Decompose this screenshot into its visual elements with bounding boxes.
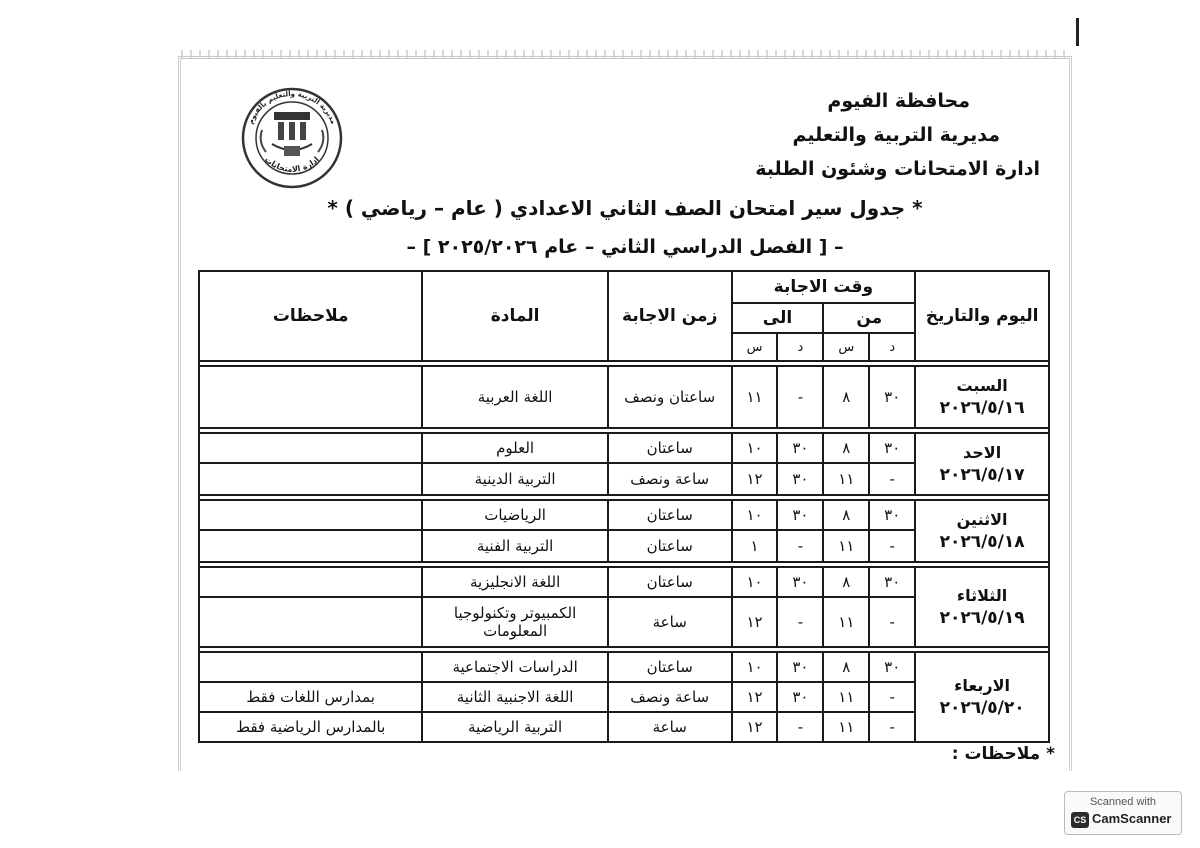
note-cell: بمدارس اللغات فقط: [199, 682, 422, 712]
day-name: الاربعاء: [954, 676, 1011, 695]
note-cell: بالمدارس الرياضية فقط: [199, 712, 422, 742]
to-hour-cell: ١٠: [732, 433, 778, 463]
day-date-cell: [915, 366, 1049, 428]
header-from-hour: س: [823, 333, 869, 361]
subject-cell: الدراسات الاجتماعية: [422, 652, 607, 682]
header-answer-time: وقت الاجابة: [732, 271, 916, 303]
duration-cell: ساعة: [608, 712, 732, 742]
to-hour-cell: ١٢: [732, 463, 778, 495]
header-duration: زمن الاجابة: [608, 271, 732, 361]
duration-cell: ساعتان: [608, 433, 732, 463]
day-date: ٢٠٢٦/٥/١٧: [939, 465, 1025, 485]
day-name: السبت: [956, 376, 1008, 395]
note-cell: [199, 366, 422, 428]
header-subject: المادة: [422, 271, 607, 361]
header-from-minute: د: [869, 333, 915, 361]
header-day-date: اليوم والتاريخ: [915, 271, 1049, 361]
duration-cell: ساعة ونصف: [608, 463, 732, 495]
subject-cell: اللغة الاجنبية الثانية: [422, 682, 607, 712]
subject-cell: الكمبيوتر وتكنولوجيا المعلومات: [422, 597, 607, 647]
subject-cell: التربية الرياضية: [422, 712, 607, 742]
to-minute-cell: -: [777, 597, 823, 647]
directorate-name: مديرية التربية والتعليم: [792, 124, 1000, 146]
from-minute-cell: -: [869, 597, 915, 647]
governorate-name: محافظة الفيوم: [827, 90, 970, 112]
duration-cell: ساعتان ونصف: [608, 366, 732, 428]
subject-cell: الرياضيات: [422, 500, 607, 530]
duration-cell: ساعتان: [608, 652, 732, 682]
from-hour-cell: ٨: [823, 366, 869, 428]
note-cell: [199, 652, 422, 682]
duration-cell: ساعتان: [608, 530, 732, 562]
note-cell: [199, 530, 422, 562]
day-date: ٢٠٢٦/٥/١٦: [939, 398, 1025, 418]
table-row: [199, 567, 1049, 597]
header-to-hour: س: [732, 333, 778, 361]
day-name: الثلاثاء: [956, 586, 1008, 605]
scanned-with-text: Scanned with: [1089, 796, 1157, 808]
day-name: الاثنين: [956, 510, 1008, 529]
to-hour-cell: ١: [732, 530, 778, 562]
to-hour-cell: ١٢: [732, 712, 778, 742]
page-corner-mark: [1062, 18, 1079, 46]
camscanner-badge: [1064, 791, 1182, 835]
document-header: [755, 84, 1040, 186]
from-hour-cell: ٨: [823, 433, 869, 463]
day-date-cell: [915, 500, 1049, 562]
to-minute-cell: ٣٠: [777, 567, 823, 597]
seal-text-bottom: ادارة الامتحانات: [262, 154, 322, 174]
from-minute-cell: ٣٠: [869, 366, 915, 428]
from-hour-cell: ٨: [823, 567, 869, 597]
day-date: ٢٠٢٦/٥/٢٠: [939, 698, 1025, 718]
table-row: [199, 500, 1049, 530]
from-hour-cell: ١١: [823, 712, 869, 742]
camscanner-icon: CS: [1071, 812, 1089, 828]
from-minute-cell: -: [869, 530, 915, 562]
from-hour-cell: ١١: [823, 597, 869, 647]
to-minute-cell: ٣٠: [777, 463, 823, 495]
day-date-cell: [915, 567, 1049, 647]
notes-label: * ملاحظات :: [951, 744, 1055, 764]
day-date-cell: [915, 652, 1049, 742]
schedule-title: * جدول سير امتحان الصف الثاني الاعدادي ( عام – رياضي ) *: [327, 196, 923, 220]
day-date: ٢٠٢٦/٥/١٨: [939, 532, 1025, 552]
to-minute-cell: ٣٠: [777, 433, 823, 463]
to-hour-cell: ١٠: [732, 500, 778, 530]
day-date: ٢٠٢٦/٥/١٩: [939, 608, 1025, 628]
exam-schedule-table: [198, 270, 1050, 743]
from-hour-cell: ١١: [823, 682, 869, 712]
to-hour-cell: ١٢: [732, 682, 778, 712]
duration-cell: ساعتان: [608, 567, 732, 597]
from-minute-cell: ٣٠: [869, 433, 915, 463]
subject-cell: اللغة العربية: [422, 366, 607, 428]
header-to: الى: [732, 303, 824, 333]
camscanner-text: CamScanner: [1092, 811, 1172, 826]
to-minute-cell: -: [777, 366, 823, 428]
table-row: [199, 652, 1049, 682]
to-hour-cell: ١١: [732, 366, 778, 428]
day-name: الاحد: [963, 443, 1002, 462]
from-minute-cell: ٣٠: [869, 500, 915, 530]
decorative-border: [181, 50, 1069, 58]
to-hour-cell: ١٢: [732, 597, 778, 647]
from-minute-cell: ٣٠: [869, 652, 915, 682]
to-minute-cell: ٣٠: [777, 500, 823, 530]
from-hour-cell: ٨: [823, 500, 869, 530]
duration-cell: ساعة ونصف: [608, 682, 732, 712]
subject-cell: اللغة الانجليزية: [422, 567, 607, 597]
to-minute-cell: ٣٠: [777, 682, 823, 712]
to-hour-cell: ١٠: [732, 652, 778, 682]
table-row: [199, 433, 1049, 463]
svg-text:ادارة الامتحانات: [263, 155, 321, 174]
department-name: ادارة الامتحانات وشئون الطلبة: [755, 158, 1040, 180]
from-hour-cell: ١١: [823, 530, 869, 562]
from-minute-cell: ٣٠: [869, 567, 915, 597]
duration-cell: ساعتان: [608, 500, 732, 530]
note-cell: [199, 597, 422, 647]
subject-cell: العلوم: [422, 433, 607, 463]
table-row: [199, 366, 1049, 428]
header-notes: ملاحظات: [199, 271, 422, 361]
from-minute-cell: -: [869, 682, 915, 712]
header-from: من: [823, 303, 915, 333]
subject-cell: التربية الدينية: [422, 463, 607, 495]
note-cell: [199, 463, 422, 495]
to-hour-cell: ١٠: [732, 567, 778, 597]
to-minute-cell: ٣٠: [777, 652, 823, 682]
to-minute-cell: -: [777, 712, 823, 742]
seal-logo: [238, 86, 346, 190]
from-minute-cell: -: [869, 463, 915, 495]
day-date-cell: [915, 433, 1049, 495]
note-cell: [199, 433, 422, 463]
note-cell: [199, 567, 422, 597]
to-minute-cell: -: [777, 530, 823, 562]
term-subtitle: – [ الفصل الدراسي الثاني – عام ٢٠٢٥/٢٠٢٦ ] –: [406, 236, 844, 258]
subject-cell: التربية الفنية: [422, 530, 607, 562]
from-hour-cell: ٨: [823, 652, 869, 682]
from-minute-cell: -: [869, 712, 915, 742]
note-cell: [199, 500, 422, 530]
seal-text-top: مديرية التربية والتعليم بالفيوم: [246, 89, 338, 126]
from-hour-cell: ١١: [823, 463, 869, 495]
header-to-minute: د: [777, 333, 823, 361]
duration-cell: ساعة: [608, 597, 732, 647]
